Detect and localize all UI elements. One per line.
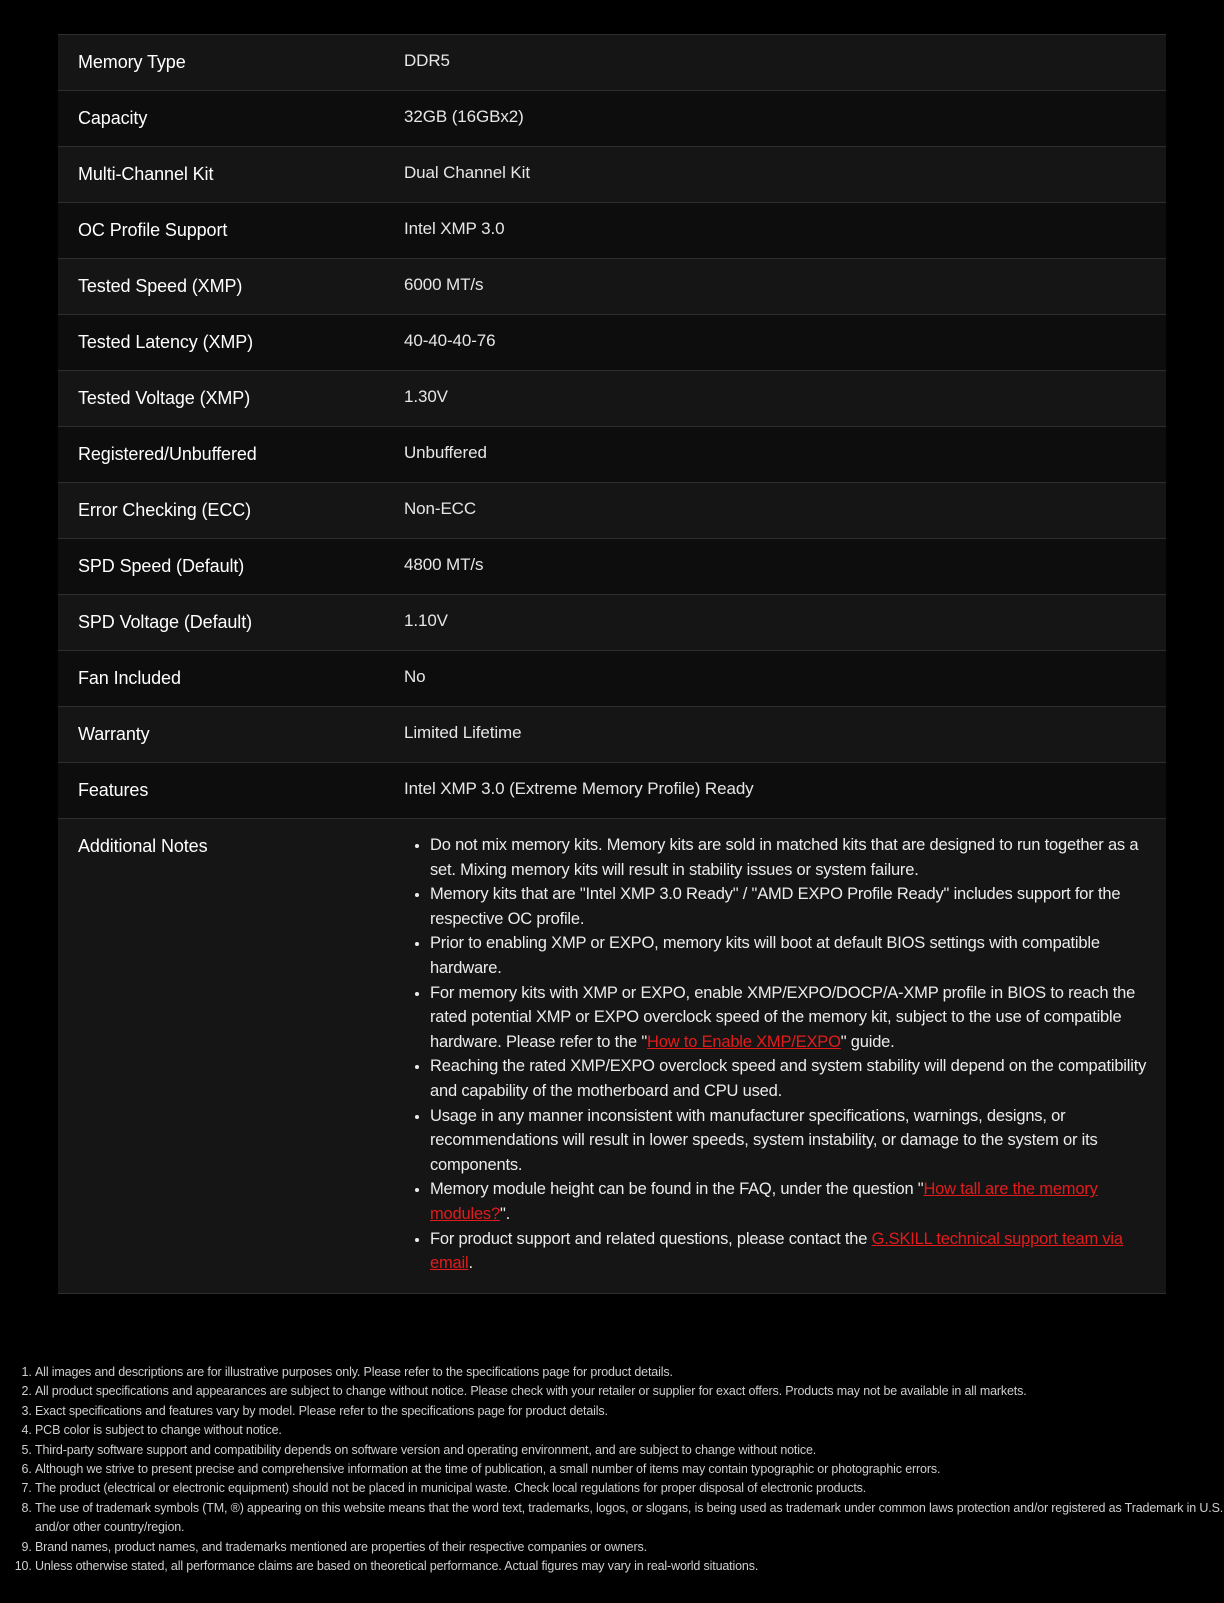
spec-row bbox=[58, 427, 1166, 483]
spec-value: 1.30V bbox=[404, 387, 448, 406]
footnotes-list bbox=[0, 1363, 1224, 1576]
spec-row bbox=[58, 315, 1166, 371]
spec-row bbox=[58, 91, 1166, 147]
spec-row bbox=[58, 595, 1166, 651]
spec-value: 32GB (16GBx2) bbox=[404, 107, 524, 126]
note-text: " guide. bbox=[840, 1032, 895, 1051]
spec-row bbox=[58, 651, 1166, 707]
spec-label: Tested Speed (XMP) bbox=[78, 276, 243, 296]
note-text: For memory kits with XMP or EXPO, enable XMP/EXPO/DOCP/A-XMP profile in BIOS to reach the rated potential XMP or EXPO overclock speed of the memory kit, subject to the use of compatible hardware. Please refer to the " bbox=[430, 983, 1136, 1051]
spec-value: Intel XMP 3.0 bbox=[404, 219, 505, 238]
spec-value: No bbox=[404, 667, 426, 686]
spec-value: 4800 MT/s bbox=[404, 555, 484, 574]
spec-label: Features bbox=[78, 780, 149, 800]
spec-row bbox=[58, 483, 1166, 539]
spec-label: SPD Speed (Default) bbox=[78, 556, 245, 576]
note-item bbox=[430, 1104, 1156, 1178]
footnote-item: 2. All product specifications and appearances are subject to change without notice. Please check with your retailer or supplier for exact offers. Products may not be available in all markets. bbox=[35, 1382, 1224, 1401]
note-text: Prior to enabling XMP or EXPO, memory kits will boot at default BIOS settings with compatible hardware. bbox=[430, 934, 1100, 977]
footnote-item: 5. Third-party software support and compatibility depends on software version and operating environment, and are subject to change without notice. bbox=[35, 1441, 1224, 1460]
note-text: ". bbox=[499, 1204, 510, 1223]
spec-row bbox=[58, 371, 1166, 427]
spec-label: Warranty bbox=[78, 724, 150, 744]
note-link[interactable]: How tall are the memory modules? bbox=[430, 1180, 1098, 1223]
note-text: Usage in any manner inconsistent with manufacturer specifications, warnings, designs, or recommendations will result in lower speeds, system instability, or damage to the system or its components. bbox=[430, 1106, 1098, 1174]
spec-value: 6000 MT/s bbox=[404, 275, 484, 294]
footnote-item: 7. The product (electrical or electronic equipment) should not be placed in municipal waste. Check local regulations for proper disposal of electronic products. bbox=[35, 1479, 1224, 1498]
spec-value: Unbuffered bbox=[404, 443, 487, 462]
note-text: Reaching the rated XMP/EXPO overclock speed and system stability will depend on the compatibility and capability of the motherboard and CPU used. bbox=[430, 1057, 1147, 1100]
footnote-item: 3. Exact specifications and features vary by model. Please refer to the specifications page for product details. bbox=[35, 1402, 1224, 1421]
spec-label: Capacity bbox=[78, 108, 148, 128]
spec-row bbox=[58, 147, 1166, 203]
spec-label: Error Checking (ECC) bbox=[78, 500, 252, 520]
spec-label: Tested Voltage (XMP) bbox=[78, 388, 251, 408]
footnote-item: 9. Brand names, product names, and trademarks mentioned are properties of their respective companies or owners. bbox=[35, 1538, 1224, 1557]
note-item bbox=[430, 1177, 1156, 1226]
note-item bbox=[430, 981, 1156, 1055]
footnote-item: 1. All images and descriptions are for illustrative purposes only. Please refer to the specifications page for product details. bbox=[35, 1363, 1224, 1382]
additional-notes-list bbox=[404, 833, 1156, 1276]
spec-label: SPD Voltage (Default) bbox=[78, 612, 252, 632]
note-text: For product support and related questions, please contact the bbox=[430, 1229, 872, 1248]
spec-row bbox=[58, 35, 1166, 91]
note-item bbox=[430, 833, 1156, 882]
note-text: Do not mix memory kits. Memory kits are sold in matched kits that are designed to run together as a set. Mixing memory kits will result in stability issues or system failure. bbox=[430, 836, 1139, 879]
spec-label: Fan Included bbox=[78, 668, 181, 688]
spec-label: Registered/Unbuffered bbox=[78, 444, 257, 464]
note-item bbox=[430, 1054, 1156, 1103]
note-text: Memory kits that are "Intel XMP 3.0 Ready" / "AMD EXPO Profile Ready" includes support for the respective OC profile. bbox=[430, 885, 1121, 928]
note-item bbox=[430, 931, 1156, 980]
specifications-table bbox=[58, 34, 1166, 1294]
spec-label: Memory Type bbox=[78, 52, 186, 72]
spec-row bbox=[58, 763, 1166, 819]
note-item bbox=[430, 1227, 1156, 1276]
note-link[interactable]: G.SKILL technical support team via email bbox=[430, 1229, 1123, 1273]
footnote-item: 10. Unless otherwise stated, all performance claims are based on theoretical performance. Actual figures may vary in real-world situations. bbox=[35, 1557, 1224, 1576]
spec-value: Non-ECC bbox=[404, 499, 477, 518]
additional-notes-content bbox=[404, 819, 1166, 1294]
spec-row bbox=[58, 539, 1166, 595]
spec-row bbox=[58, 707, 1166, 763]
specifications-table-body bbox=[58, 35, 1166, 1294]
note-text: . bbox=[468, 1254, 473, 1273]
spec-value: 40-40-40-76 bbox=[404, 331, 496, 350]
spec-row bbox=[58, 259, 1166, 315]
spec-value: DDR5 bbox=[404, 51, 450, 70]
spec-label: OC Profile Support bbox=[78, 220, 228, 240]
footnote-item: 8. The use of trademark symbols (TM, ®) appearing on this website means that the word text, trademarks, logos, or slogans, is being used as trademark under common laws protection and/or registered as Trademark in U.S. and/or other country/region. bbox=[35, 1499, 1224, 1538]
spec-value: Dual Channel Kit bbox=[404, 163, 530, 182]
note-item bbox=[430, 882, 1156, 931]
spec-row-additional-notes bbox=[58, 819, 1166, 1294]
footnote-item: 6. Although we strive to present precise and comprehensive information at the time of publication, a small number of items may contain typographic or photographic errors. bbox=[35, 1460, 1224, 1479]
spec-value: Intel XMP 3.0 (Extreme Memory Profile) Ready bbox=[404, 779, 754, 798]
spec-row bbox=[58, 203, 1166, 259]
spec-value: Limited Lifetime bbox=[404, 723, 522, 742]
spec-label: Additional Notes bbox=[78, 836, 208, 856]
spec-label: Multi-Channel Kit bbox=[78, 164, 214, 184]
note-link[interactable]: How to Enable XMP/EXPO bbox=[647, 1032, 841, 1051]
spec-label: Tested Latency (XMP) bbox=[78, 332, 254, 352]
footnote-item: 4. PCB color is subject to change without notice. bbox=[35, 1421, 1224, 1440]
note-text: Memory module height can be found in the FAQ, under the question " bbox=[430, 1180, 924, 1199]
spec-value: 1.10V bbox=[404, 611, 448, 630]
